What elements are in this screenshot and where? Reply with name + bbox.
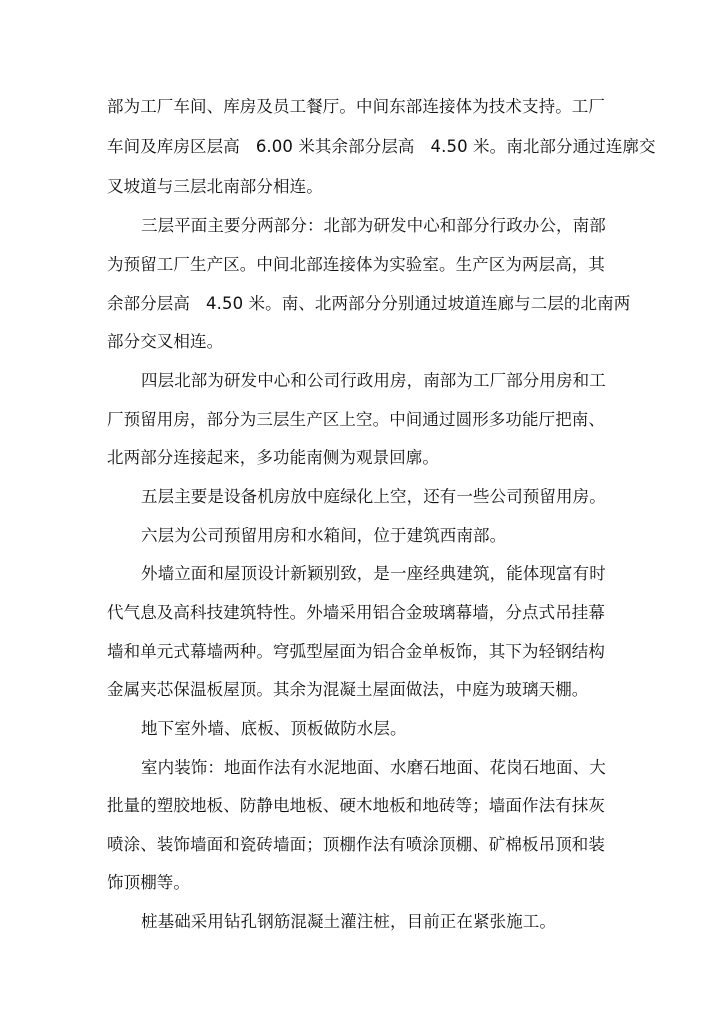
text-line-19: 批量的塑胶地板、防静电地板、硬木地板和地砖等；墙面作法有抹灰 bbox=[107, 796, 605, 815]
text-line-9: 厂预留用房，部分为三层生产区上空。中间通过圆形多功能厅把南、 bbox=[107, 410, 605, 429]
text-line-16: 金属夹芯保温板屋顶。其余为混凝土屋面做法，中庭为玻璃天棚。 bbox=[107, 680, 589, 699]
text-line-11: 五层主要是设备机房放中庭绿化上空，还有一些公司预留用房。 bbox=[141, 487, 606, 506]
text-line-8: 四层北部为研发中心和公司行政用房，南部为工厂部分用房和工 bbox=[141, 371, 606, 390]
text-line-1: 部为工厂车间、库房及员工餐厅。中间东部连接体为技术支持。工厂 bbox=[107, 97, 605, 116]
text-line-12: 六层为公司预留用房和水箱间，位于建筑西南部。 bbox=[141, 526, 507, 545]
text-line-21: 饰顶棚等。 bbox=[107, 873, 190, 892]
text-line-3: 叉坡道与三层北南部分相连。 bbox=[107, 177, 323, 196]
text-line-7: 部分交叉相连。 bbox=[107, 332, 224, 351]
text-line-18: 室内装饰：地面作法有水泥地面、水磨石地面、花岗石地面、大 bbox=[141, 758, 606, 777]
text-line-20: 喷涂、装饰墙面和瓷砖墙面；顶棚作法有喷涂顶棚、矿棉板吊顶和装 bbox=[107, 835, 605, 854]
text-line-2: 车间及库房区层高 6.00 米其余部分层高 4.50 米。南北部分通过连廓交 bbox=[107, 137, 656, 156]
text-line-10: 北两部分连接起来，多功能南侧为观景回廓。 bbox=[107, 448, 439, 467]
text-line-5: 为预留工厂生产区。中间北部连接体为实验室。生产区为两层高，其 bbox=[107, 255, 605, 274]
text-line-15: 墙和单元式幕墙两种。穹弧型屋面为铝合金单板饰，其下为轻钢结构 bbox=[107, 642, 605, 661]
text-line-14: 代气息及高科技建筑特性。外墙采用铝合金玻璃幕墙，分点式吊挂幕 bbox=[107, 603, 605, 622]
text-line-17: 地下室外墙、底板、顶板做防水层。 bbox=[141, 719, 407, 738]
text-line-13: 外墙立面和屋顶设计新颖别致，是一座经典建筑，能体现富有时 bbox=[141, 564, 606, 583]
text-line-6: 余部分层高 4.50 米。南、北两部分分别通过坡道连廊与二层的北南两 bbox=[107, 294, 631, 313]
text-line-4: 三层平面主要分两部分：北部为研发中心和部分行政办公，南部 bbox=[141, 216, 606, 235]
text-line-22: 桩基础采用钻孔钢筋混凝土灌注桩，目前正在紧张施工。 bbox=[141, 912, 556, 931]
